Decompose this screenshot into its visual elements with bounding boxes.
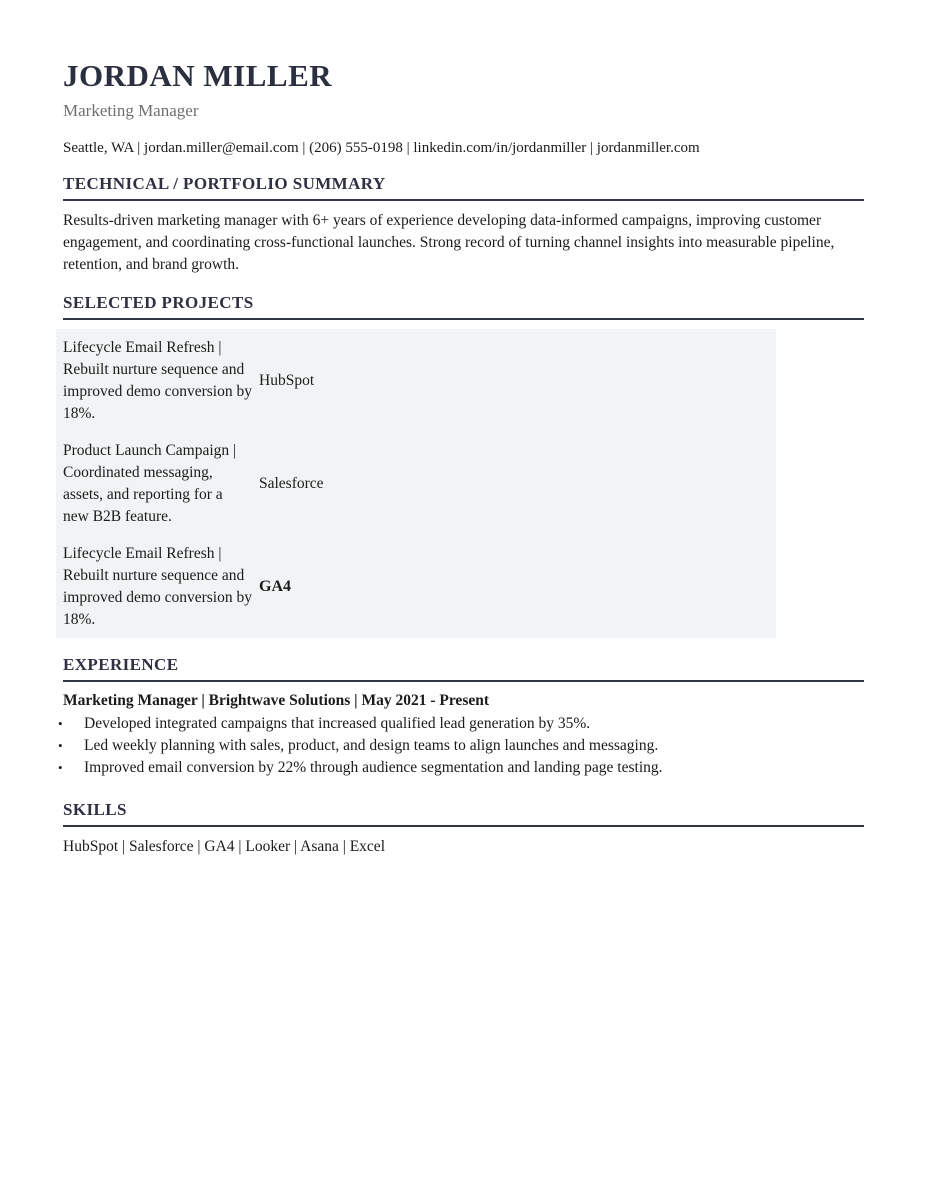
project-description-cell: Lifecycle Email Refresh | Rebuilt nurture sequence and improved demo conversion by 18%.	[63, 544, 252, 628]
bullet-text: Improved email conversion by 22% through audience segmentation and landing page testing.	[84, 758, 663, 776]
candidate-title: Marketing Manager	[63, 100, 199, 120]
bullet-icon: •	[58, 737, 63, 753]
list-item	[58, 757, 864, 779]
bullet-text: Developed integrated campaigns that increased qualified lead generation by 35%.	[84, 714, 591, 732]
bullet-text: Led weekly planning with sales, product, and design teams to align launches and messaging.	[84, 736, 659, 754]
project-tool-cell: HubSpot	[259, 371, 315, 389]
experience-job-line: Marketing Manager | Brightwave Solutions | May 2021 - Present	[63, 691, 490, 709]
list-item	[58, 735, 864, 757]
experience-heading: EXPERIENCE	[63, 655, 864, 682]
projects-table	[56, 329, 776, 638]
bullet-icon: •	[58, 715, 63, 731]
section-skills	[63, 800, 864, 856]
project-tool-cell: Salesforce	[259, 474, 324, 492]
section-summary	[63, 174, 864, 276]
list-item	[58, 713, 864, 735]
candidate-name: JORDAN MILLER	[63, 58, 333, 93]
summary-paragraph: Results-driven marketing manager with 6+ years of experience developing data-informed campaigns, improving customer engagement, and coordinating cross-functional launches. Strong record of turning channel insights into measurable pipeline, retention, and brand growth.	[63, 211, 835, 273]
experience-bullet-list	[58, 713, 864, 779]
project-description-cell: Product Launch Campaign | Coordinated messaging, assets, and reporting for a new B2B feature.	[63, 441, 237, 525]
table-row	[56, 432, 776, 535]
skills-heading: SKILLS	[63, 800, 864, 827]
table-row	[56, 535, 776, 638]
contact-line: Seattle, WA | jordan.miller@email.com | (206) 555-0198 | linkedin.com/in/jordanmiller | jordanmiller.com	[63, 139, 700, 156]
table-row	[56, 329, 776, 432]
summary-heading: TECHNICAL / PORTFOLIO SUMMARY	[63, 174, 864, 201]
project-tool-cell: GA4	[259, 577, 291, 595]
projects-heading: SELECTED PROJECTS	[63, 293, 864, 320]
skills-list: HubSpot | Salesforce | GA4 | Looker | Asana | Excel	[63, 837, 385, 855]
section-experience	[58, 654, 864, 779]
resume-header	[63, 60, 864, 157]
project-description-cell: Lifecycle Email Refresh | Rebuilt nurture sequence and improved demo conversion by 18%.	[63, 338, 252, 422]
bullet-icon: •	[58, 759, 63, 775]
section-projects	[63, 293, 864, 638]
